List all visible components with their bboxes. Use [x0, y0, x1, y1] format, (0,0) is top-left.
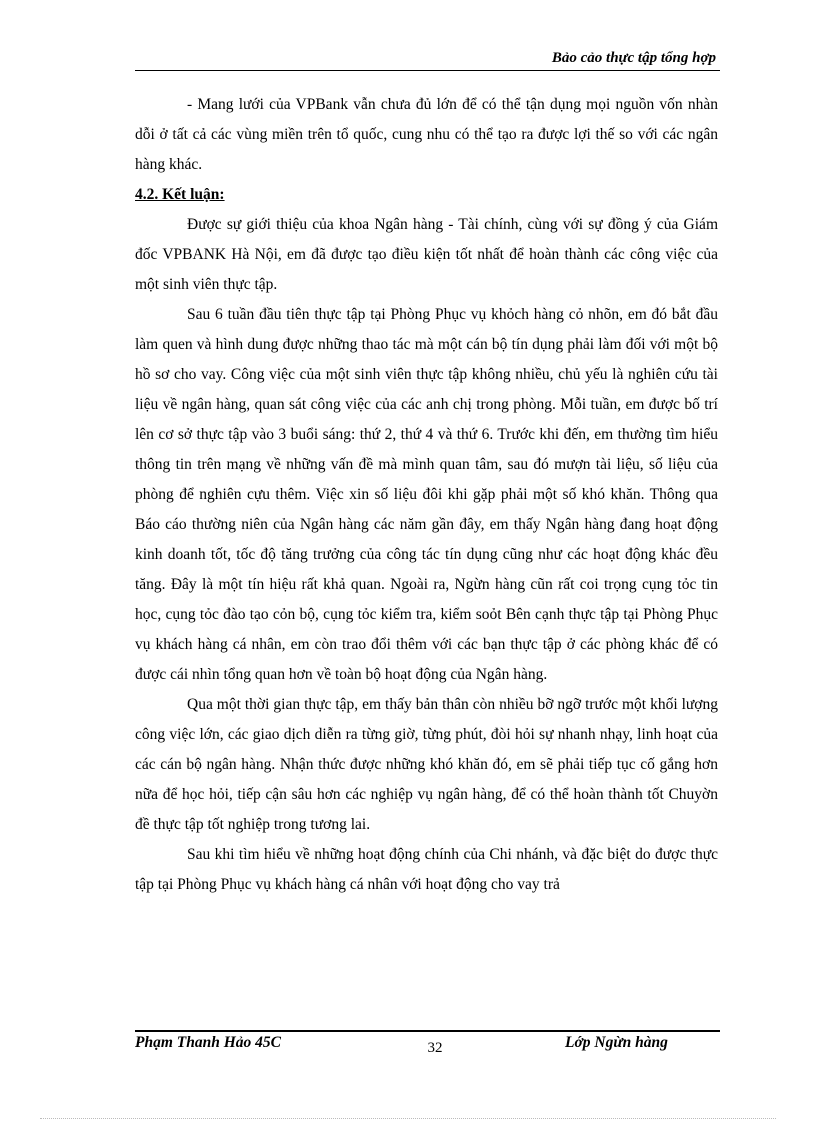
footer-rule: [135, 1030, 720, 1032]
running-header-title: Bảo cảo thực tập tổng hợp: [551, 50, 716, 66]
paragraph-introduction: Được sự giới thiệu của khoa Ngân hàng - Tài chính, cùng với sự đồng ý của Giám đốc VPBANK Hà Nội, em đã được tạo điều kiện tốt nhất để hoàn thành các công việc của một sinh viên thực tập.: [135, 216, 718, 293]
paragraph-network-limitation: - Mang lưới của VPBank vẫn chưa đủ lớn để có thể tận dụng mọi nguồn vốn nhàn dỗi ở tất cả các vùng miền trên tổ quốc, cung nhu có thể tạo ra được lợi thế so với các ngân hàng khác.: [135, 96, 718, 173]
page-body: [135, 90, 718, 900]
paragraph-closing: Sau khi tìm hiểu về những hoạt động chính của Chi nhánh, và đặc biệt do được thực tập tại Phòng Phục vụ khách hàng cá nhân với hoạt động cho vay trả: [135, 846, 718, 893]
page-edge-divider: [40, 1118, 776, 1119]
header-rule: [135, 70, 720, 71]
footer-class-name: Lớp Ngừn hàng: [565, 1034, 668, 1051]
paragraph-first-weeks: Sau 6 tuần đầu tiên thực tập tại Phòng Phục vụ khỏch hàng cỏ nhõn, em đó bắt đầu làm quen và hình dung được những thao tác mà một cán bộ tín dụng phải làm đối với một bộ hồ sơ cho vay. Công việc của một sinh viên thực tập không nhiều, chủ yếu là nghiên cứu tài liệu về ngân hàng, quan sát công việc của các anh chị trong phòng. Mỗi tuần, em được bố trí lên cơ sở thực tập vào 3 buổi sáng: thứ 2, thứ 4 và thứ 6. Trước khi đến, em thường tìm hiểu thông tin trên mạng về những vấn đề mà mình quan tâm, sau đó mượn tài liệu, số liệu của phòng để nghiên cựu thêm. Việc xin số liệu đôi khi gặp phải một số khó khăn. Thông qua Báo cáo thường niên của Ngân hàng các năm gần đây, em thấy Ngân hàng đang hoạt động kinh doanh tốt, tốc độ tăng trưởng của công tác tín dụng cũng như các hoạt động khác đều tăng. Đây là một tín hiệu rất khả quan. Ngoài ra, Ngừn hàng cũn rất coi trọng cụng tỏc tin học, cụng tỏc đào tạo cỏn bộ, cụng tỏc kiểm tra, kiểm soỏt Bên cạnh thực tập tại Phòng Phục vụ khách hàng cá nhân, em còn trao đổi thêm với các bạn thực tập ở các phòng khác để có được cái nhìn tổng quan hơn về toàn bộ hoạt động của Ngân hàng.: [135, 306, 718, 683]
page-number: 32: [427, 1040, 443, 1056]
paragraph-reflection: Qua một thời gian thực tập, em thấy bản thân còn nhiều bỡ ngỡ trước một khối lượng công việc lớn, các giao dịch diễn ra từng giờ, từng phút, đòi hỏi sự nhanh nhạy, linh hoạt của các cán bộ ngân hàng. Nhận thức được những khó khăn đó, em sẽ phải tiếp tục cố gắng hơn nữa để học hỏi, tiếp cận sâu hơn các nghiệp vụ ngân hàng, để có thể hoàn thành tốt Chuyờn đề thực tập tốt nghiệp trong tương lai.: [135, 696, 718, 833]
footer-author: Phạm Thanh Hảo 45C: [135, 1034, 281, 1051]
section-heading-conclusion: 4.2. Kết luận:: [135, 186, 225, 203]
